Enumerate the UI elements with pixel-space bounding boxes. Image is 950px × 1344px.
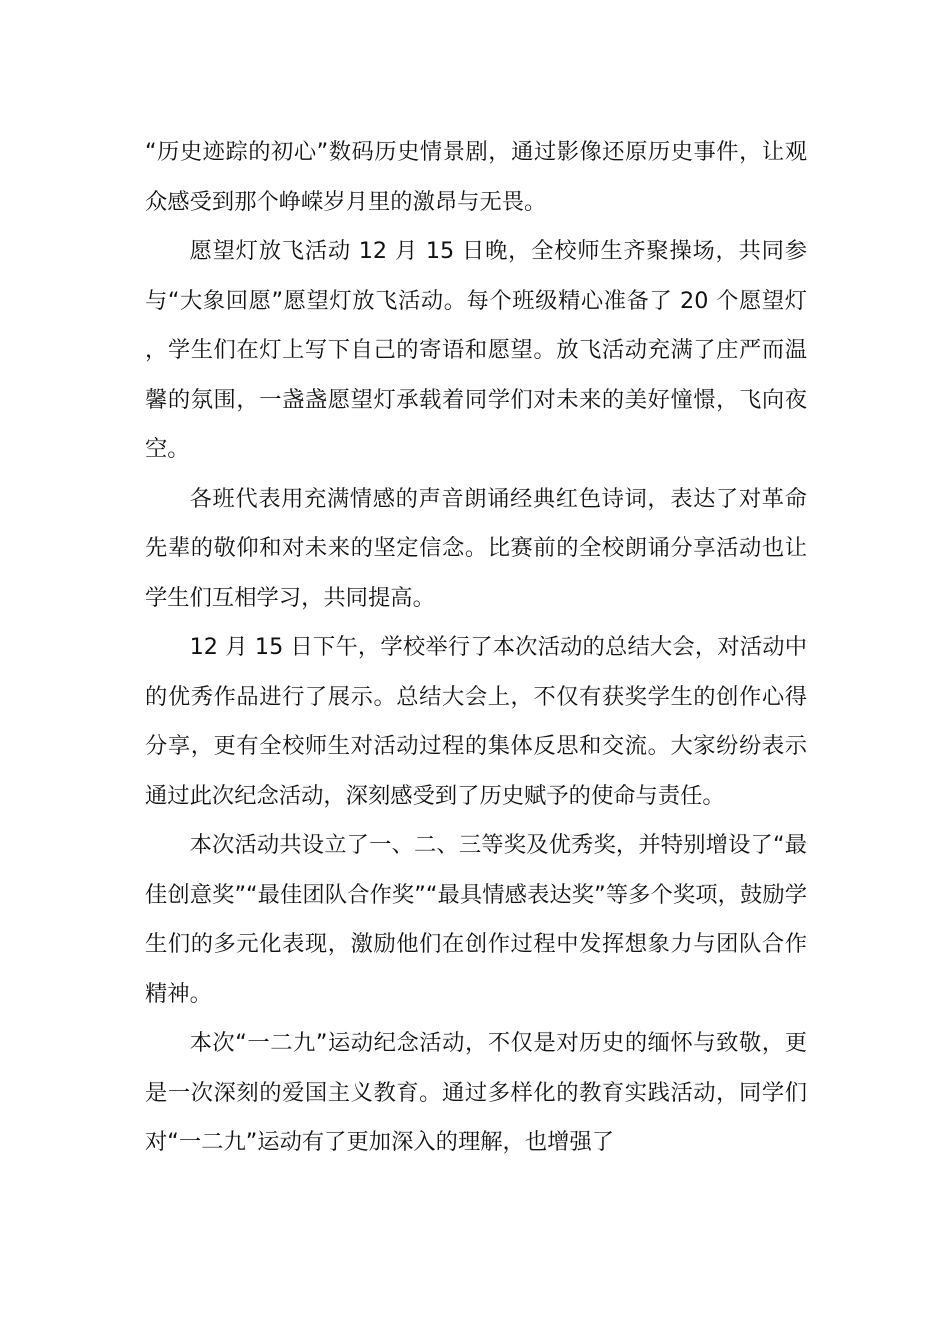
paragraph-conclusion: 本次“一二九”运动纪念活动，不仅是对历史的缅怀与致敬，更是一次深刻的爱国主义教育。通过多样化的教育实践活动，同学们对“一二九”运动有了更加深入的理解，也增强了: [145, 1030, 807, 1155]
paragraph-poetry-recital: 各班代表用充满情感的声音朗诵经典红色诗词，表达了对革命先辈的敬仰和对未来的坚定信念。比赛前的全校朗诵分享活动也让学生们互相学习，共同提高。: [145, 485, 807, 611]
paragraph-wish-lanterns: 愿望灯放飞活动 12 月 15 日晚，全校师生齐聚操场，共同参与“大象回愿”愿望灯放飞活动。每个班级精心准备了 20 个愿望灯，学生们在灯上写下自己的寄语和愿望。放飞活动充满了庄严而温馨的氛围，一盏盏愿望灯承载着同学们对未来的美好憧憬，飞向夜空。: [145, 238, 807, 462]
paragraph-summary-meeting: 12 月 15 日下午，学校举行了本次活动的总结大会，对活动中的优秀作品进行了展示。总结大会上，不仅有获奖学生的创作心得分享，更有全校师生对活动过程的集体反思和交流。大家纷纷表示通过此次纪念活动，深刻感受到了历史赋予的使命与责任。: [145, 634, 807, 809]
document-body: [145, 128, 807, 1168]
paragraph-awards: 本次活动共设立了一、二、三等奖及优秀奖，并特别增设了“最佳创意奖”“最佳团队合作奖”“最具情感表达奖”等多个奖项，鼓励学生们的多元化表现，激励他们在创作过程中发挥想象力与团队合作精神。: [145, 832, 807, 1007]
paragraph-drama: “历史迹踪的初心”数码历史情景剧，通过影像还原历史事件，让观众感受到那个峥嵘岁月里的激昂与无畏。: [145, 139, 807, 215]
